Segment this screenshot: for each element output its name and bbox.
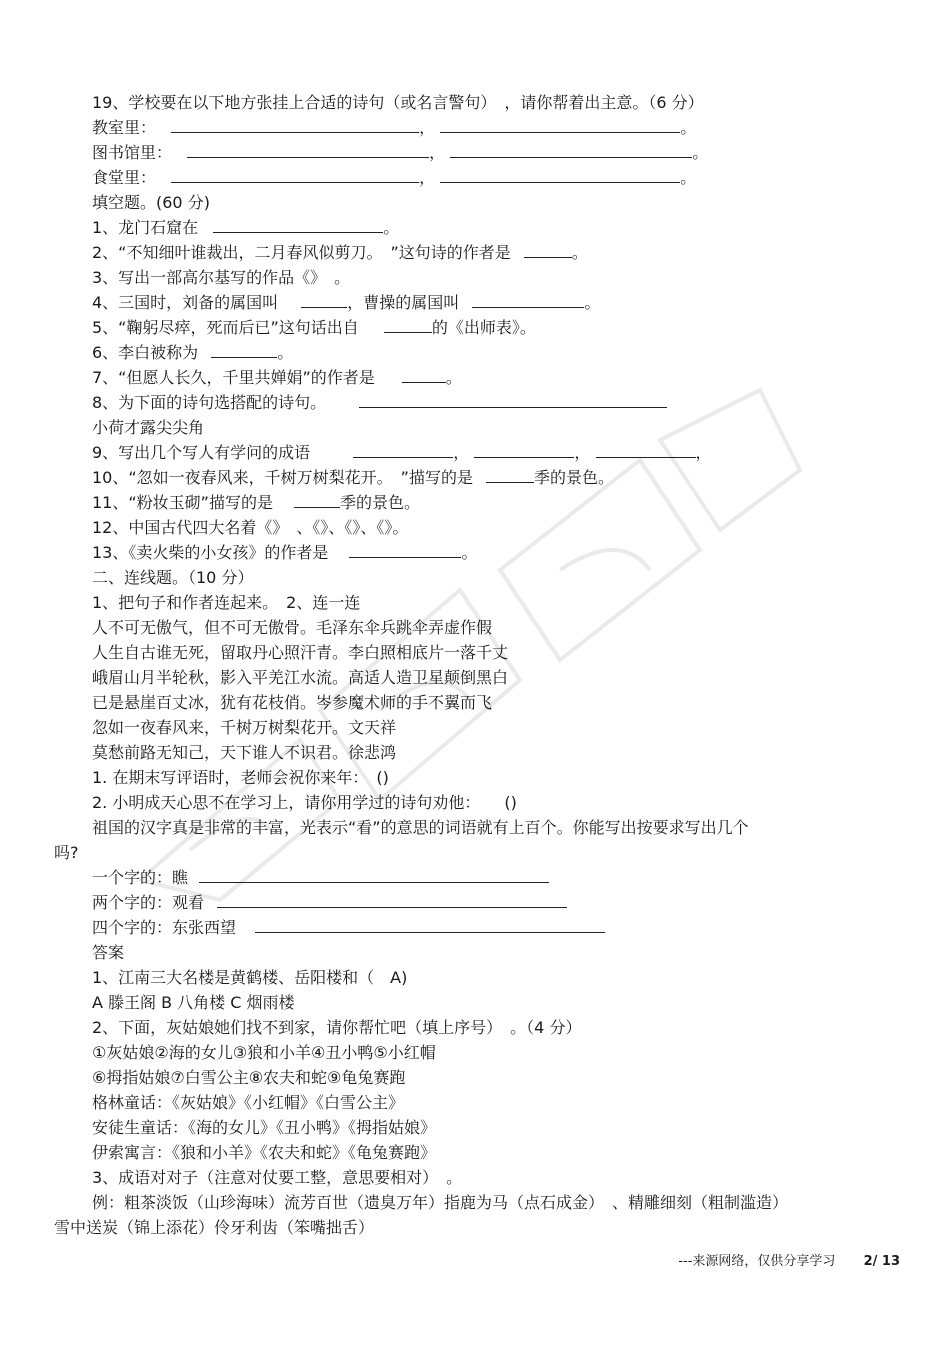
answer-1-options: A 滕王阁 B 八角楼 C 烟雨楼 bbox=[92, 993, 295, 1012]
period: 。 bbox=[692, 143, 709, 162]
fill-item-9-text: 9、写出几个写人有学问的成语 bbox=[92, 443, 311, 462]
fill-item-9 bbox=[92, 443, 712, 463]
match-line-1: 人不可无傲气，但不可无傲骨。毛泽东伞兵跳伞弄虚作假 bbox=[92, 618, 493, 637]
comma: ， bbox=[695, 443, 712, 462]
fill-item-2 bbox=[92, 243, 588, 263]
library-answer-blank-2[interactable] bbox=[450, 143, 692, 158]
fill-item-9-blank-2[interactable] bbox=[474, 443, 574, 458]
comma: ， bbox=[453, 443, 470, 462]
answer-2-line-4: 安徒生童话：《海的女儿》《丑小鸭》《拇指姑娘》 bbox=[92, 1118, 437, 1137]
fill-item-11-text-b: 季的景色。 bbox=[340, 493, 421, 512]
fill-item-11-text-a: 11、“粉妆玉砌”描写的是 bbox=[92, 493, 273, 512]
fill-item-8-blank[interactable] bbox=[359, 393, 667, 408]
q19-classroom-row bbox=[92, 118, 696, 138]
q19-library-row bbox=[92, 143, 708, 163]
kan-four-char-blank[interactable] bbox=[255, 918, 605, 933]
q19-canteen-label: 食堂里： bbox=[92, 168, 157, 187]
answer-2-line-3: 格林童话：《灰姑娘》《小红帽》《白雪公主》 bbox=[92, 1093, 405, 1112]
kan-two-char bbox=[92, 893, 567, 913]
kan-two-char-text: 两个字的：观看 bbox=[92, 893, 205, 912]
answer-2: 2、下面，灰姑娘她们找不到家，请你帮忙吧（填上序号） 。（4 分） bbox=[92, 1018, 582, 1037]
match-line-4: 已是悬崖百丈冰，犹有花枝俏。岑参魔术师的手不翼而飞 bbox=[92, 693, 493, 712]
classroom-answer-blank-2[interactable] bbox=[440, 118, 680, 133]
library-answer-blank-1[interactable] bbox=[187, 143, 429, 158]
fill-item-5-text-a: 5、“鞠躬尽瘁，死而后已”这句话出自 bbox=[92, 318, 359, 337]
fill-item-4-text-b: ，曹操的属国叫 bbox=[347, 293, 460, 312]
match-line-5: 忽如一夜春风来，千树万树梨花开。文天祥 bbox=[92, 718, 397, 737]
match-question-1: 1. 在期末写评语时，老师会祝你来年： () bbox=[92, 768, 389, 787]
fill-item-1-blank[interactable] bbox=[213, 218, 383, 233]
match-line-6: 莫愁前路无知己，天下谁人不识君。徐悲鸿 bbox=[92, 743, 397, 762]
kan-intro: 祖国的汉字真是非常的丰富，光表示“看”的意思的词语就有上百个。你能写出按要求写出几个 bbox=[92, 818, 749, 837]
fill-item-10-text-a: 10、“忽如一夜春风来，千树万树梨花开。 ”描写的是 bbox=[92, 468, 473, 487]
fill-item-11-blank[interactable] bbox=[294, 493, 340, 508]
answer-3-example: 例：粗茶淡饭（山珍海味）流芳百世（遗臭万年）指鹿为马（点石成金） 、精雕细刻（粗制滥造） bbox=[92, 1193, 789, 1212]
q19-canteen-row bbox=[92, 168, 696, 188]
fill-item-13-blank[interactable] bbox=[349, 543, 461, 558]
kan-intro-cont: 吗? bbox=[54, 843, 79, 862]
match-subheading: 1、把句子和作者连起来。 2、连一连 bbox=[92, 593, 361, 612]
period: 。 bbox=[584, 293, 601, 312]
answer-3-example-cont: 雪中送炭（锦上添花）伶牙利齿（笨嘴拙舌） bbox=[54, 1218, 375, 1237]
kan-two-char-blank[interactable] bbox=[217, 893, 567, 908]
fill-item-8-text: 8、为下面的诗句选搭配的诗句。 bbox=[92, 393, 327, 412]
fill-item-12: 12、中国古代四大名着《》 、《》、《》、《》。 bbox=[92, 518, 409, 537]
fill-item-7-blank[interactable] bbox=[402, 368, 446, 383]
fill-item-1-text: 1、龙门石窟在 bbox=[92, 218, 199, 237]
footer-source: ---来源网络，仅供分享学习 bbox=[678, 1254, 836, 1269]
fill-item-4-blank-2[interactable] bbox=[472, 293, 584, 308]
answer-2-line-2: ⑥拇指姑娘⑦白雪公主⑧农夫和蛇⑨龟兔赛跑 bbox=[92, 1068, 406, 1087]
match-line-3: 峨眉山月半轮秋，影入平羌江水流。高适人造卫星颠倒黑白 bbox=[92, 668, 509, 687]
q19-classroom-label: 教室里： bbox=[92, 118, 157, 137]
answer-3: 3、成语对对子（注意对仗要工整，意思要相对） 。 bbox=[92, 1168, 463, 1187]
fill-item-6-blank[interactable] bbox=[211, 343, 277, 358]
comma: ， bbox=[419, 168, 436, 187]
fill-item-7 bbox=[92, 368, 462, 388]
match-heading: 二、连线题。（10 分） bbox=[92, 568, 254, 587]
period: 。 bbox=[383, 218, 400, 237]
match-line-2: 人生自古谁无死，留取丹心照汗青。李白照相底片一落千丈 bbox=[92, 643, 509, 662]
fill-item-5-text-b: 的《出师表》。 bbox=[431, 318, 536, 337]
kan-four-char-text: 四个字的：东张西望 bbox=[92, 918, 237, 937]
comma: ， bbox=[429, 143, 446, 162]
fill-item-8-poem: 小荷才露尖尖角 bbox=[92, 418, 205, 437]
fill-item-9-blank-3[interactable] bbox=[596, 443, 696, 458]
fill-item-5 bbox=[92, 318, 536, 338]
kan-one-char-blank[interactable] bbox=[199, 868, 549, 883]
fill-item-1 bbox=[92, 218, 399, 238]
answer-1: 1、江南三大名楼是黄鹤楼、岳阳楼和（ A) bbox=[92, 968, 408, 987]
answer-2-line-5: 伊索寓言：《狼和小羊》《农夫和蛇》《龟兔赛跑》 bbox=[92, 1143, 437, 1162]
fill-item-6-text: 6、李白被称为 bbox=[92, 343, 199, 362]
fill-item-13 bbox=[92, 543, 477, 563]
period: 。 bbox=[277, 343, 294, 362]
fill-item-11 bbox=[92, 493, 420, 513]
kan-one-char bbox=[92, 868, 549, 888]
match-question-2: 2. 小明成天心思不在学习上，请你用学过的诗句劝他： () bbox=[92, 793, 517, 812]
q19-title: 19、学校要在以下地方张挂上合适的诗句（或名言警句） ，请你帮着出主意。（6 分） bbox=[92, 93, 704, 112]
fill-item-10-blank[interactable] bbox=[486, 468, 534, 483]
period: 。 bbox=[445, 368, 462, 387]
answers-heading: 答案 bbox=[92, 943, 125, 962]
fill-item-3: 3、写出一部高尔基写的作品《》 。 bbox=[92, 268, 351, 287]
fill-item-4-text-a: 4、三国时，刘备的属国叫 bbox=[92, 293, 279, 312]
page-number: 2/ 13 bbox=[863, 1254, 900, 1269]
classroom-answer-blank-1[interactable] bbox=[171, 118, 419, 133]
fill-item-10-text-b: 季的景色。 bbox=[534, 468, 615, 487]
period: 。 bbox=[571, 243, 588, 262]
canteen-answer-blank-1[interactable] bbox=[171, 168, 419, 183]
comma: ， bbox=[574, 443, 591, 462]
page-footer bbox=[678, 1250, 900, 1269]
fill-item-7-text: 7、“但愿人长久，千里共婵娟”的作者是 bbox=[92, 368, 375, 387]
fill-item-2-blank[interactable] bbox=[524, 243, 572, 258]
period: 。 bbox=[680, 118, 697, 137]
kan-one-char-text: 一个字的：瞧 bbox=[92, 868, 189, 887]
fill-item-13-text: 13、《卖火柴的小女孩》的作者是 bbox=[92, 543, 329, 562]
kan-four-char bbox=[92, 918, 605, 938]
canteen-answer-blank-2[interactable] bbox=[440, 168, 680, 183]
fill-item-10 bbox=[92, 468, 614, 488]
fill-item-5-blank[interactable] bbox=[384, 318, 432, 333]
answer-2-line-1: ①灰姑娘②海的女儿③狼和小羊④丑小鸭⑤小红帽 bbox=[92, 1043, 436, 1062]
fill-heading: 填空题。(60 分) bbox=[92, 193, 210, 212]
fill-item-4 bbox=[92, 293, 600, 313]
period: 。 bbox=[461, 543, 478, 562]
fill-item-4-blank-1[interactable] bbox=[301, 293, 347, 308]
comma: ， bbox=[419, 118, 436, 137]
fill-item-9-blank-1[interactable] bbox=[353, 443, 453, 458]
fill-item-2-text: 2、“不知细叶谁裁出，二月春风似剪刀。 ”这句诗的作者是 bbox=[92, 243, 511, 262]
q19-library-label: 图书馆里： bbox=[92, 143, 173, 162]
fill-item-6 bbox=[92, 343, 293, 363]
period: 。 bbox=[680, 168, 697, 187]
fill-item-8 bbox=[92, 393, 667, 413]
